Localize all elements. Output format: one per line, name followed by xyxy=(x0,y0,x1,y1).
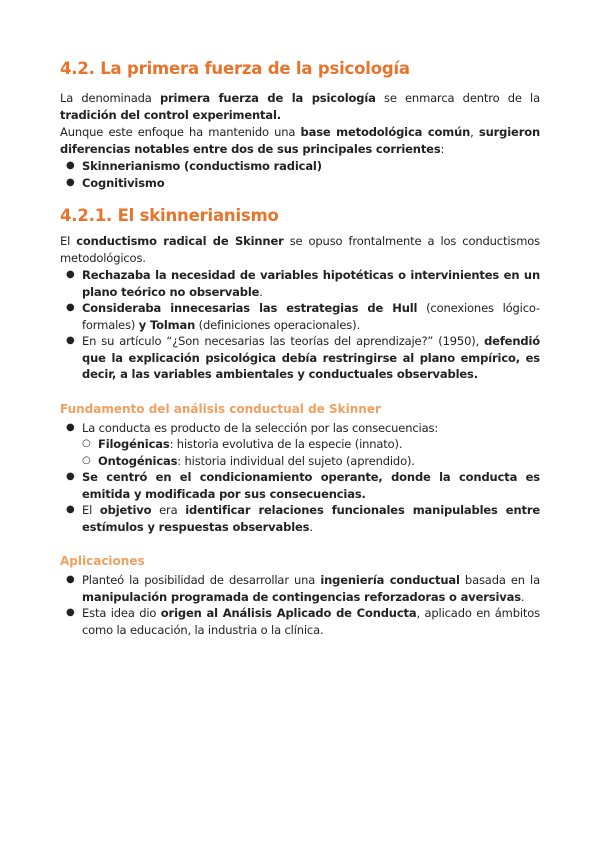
bold-text: Ontogénicas xyxy=(98,453,178,468)
bold-text: Se centró en el condicionamiento operante, donde la conducta es emitida y modificada por sus consecuencias. xyxy=(82,470,540,501)
text: (definiciones operacionales). xyxy=(195,317,360,332)
text: En su artículo “¿Son necesarias las teorías del aprendizaje?” (1950), xyxy=(82,334,485,348)
list-item xyxy=(60,420,540,437)
paragraph-corrientes xyxy=(60,124,540,158)
bold-text: defendió que la explicación psicológica debía restringirse al plano empírico, es decir, a las variables ambientales y conductuales observables. xyxy=(82,334,540,381)
bold-text: y Tolman xyxy=(138,317,196,332)
bullet-icon: ● xyxy=(66,574,75,585)
bullet-icon: ● xyxy=(66,607,75,618)
bullet-icon: ● xyxy=(66,302,75,313)
text: . xyxy=(520,589,525,604)
bold-text: tradición del control experimental. xyxy=(60,108,281,122)
fundamento-sublist xyxy=(60,436,540,469)
text: La denominada xyxy=(60,91,160,105)
skinner-list xyxy=(60,267,540,383)
fundamento-list xyxy=(60,420,540,437)
list-item xyxy=(60,469,540,502)
text: . xyxy=(259,284,263,299)
section-title-4-2: 4.2. La primera fuerza de la psicología xyxy=(60,59,410,78)
text: : xyxy=(440,142,445,156)
list-item xyxy=(60,175,540,192)
list-item xyxy=(60,605,540,638)
hollow-bullet-icon: ○ xyxy=(82,438,91,449)
text: se enmarca dentro de la xyxy=(375,91,540,105)
bullet-icon: ● xyxy=(66,471,75,482)
aplicaciones-list xyxy=(60,572,540,638)
text: El xyxy=(82,503,100,517)
bold-text: Consideraba innecesarias las estrategias de Hull xyxy=(82,301,418,315)
bullet-icon: ● xyxy=(66,176,75,188)
bullet-icon: ● xyxy=(66,335,75,346)
fundamento-list-continued xyxy=(60,469,540,535)
bold-text: Filogénicas xyxy=(98,437,170,451)
bold-text: conductismo radical de Skinner xyxy=(76,234,284,248)
text: era xyxy=(151,503,186,517)
bullet-icon: ● xyxy=(66,160,75,171)
text: El xyxy=(60,234,77,248)
bold-text: origen al Análisis Aplicado de Conducta xyxy=(160,606,417,620)
text: Esta idea dio xyxy=(82,606,161,620)
list-item xyxy=(60,267,540,300)
list-item xyxy=(60,333,540,383)
bold-text: Rechazaba la necesidad de variables hipotéticas o intervinientes en un plano teórico no observable xyxy=(82,268,540,299)
sublist-item xyxy=(60,453,540,470)
subheading-fundamento: Fundamento del análisis conductual de Skinner xyxy=(60,401,381,416)
text: Planteó la posibilidad de desarrollar una xyxy=(82,573,321,587)
bold-text: objetivo xyxy=(99,503,152,517)
bold-text: manipulación programada de contingencias reforzadoras o aversivas xyxy=(82,589,521,604)
bold-text: ingeniería conductual xyxy=(320,573,460,587)
bold-text: identificar relaciones funcionales manipulables entre estímulos y respuestas observables xyxy=(82,503,540,534)
bold-text: primera fuerza de la psicología xyxy=(159,91,376,105)
text: : historia evolutiva de la especie (innato). xyxy=(169,437,403,451)
paragraph-intro-skinner xyxy=(60,233,540,267)
bullet-icon: ● xyxy=(66,269,75,280)
text: . xyxy=(309,519,313,534)
hollow-bullet-icon: ○ xyxy=(82,454,91,466)
bullet-icon: ● xyxy=(66,421,75,433)
list-item xyxy=(60,572,540,605)
bold-text: Skinnerianismo (conductismo radical) xyxy=(82,159,322,173)
bold-text: Cognitivismo xyxy=(82,175,165,190)
text: Aunque este enfoque ha mantenido una xyxy=(60,125,301,139)
bold-text: surgieron diferencias notables entre dos de sus principales corrientes xyxy=(60,125,541,156)
bullet-icon: ● xyxy=(66,504,75,515)
text: , xyxy=(470,125,479,139)
text: La conducta es producto de la selección por las consecuencias: xyxy=(82,420,439,435)
text: basada en la xyxy=(459,573,540,587)
paragraph-primera-fuerza xyxy=(60,90,540,124)
list-item xyxy=(60,502,540,535)
sublist-item xyxy=(60,436,540,453)
section-title-4-2-1: 4.2.1. El skinnerianismo xyxy=(60,206,279,225)
list-item xyxy=(60,158,540,175)
text: (conexiones lógico-formales) xyxy=(82,301,540,332)
bold-text: base metodológica común xyxy=(300,125,471,139)
corrientes-list xyxy=(60,158,540,191)
text: se opuso frontalmente a los conductismos metodológicos. xyxy=(60,234,540,265)
text: : historia individual del sujeto (aprendido). xyxy=(177,453,415,468)
text: , aplicado en ámbitos como la educación, la industria o la clínica. xyxy=(82,606,541,637)
list-item xyxy=(60,300,540,333)
subheading-aplicaciones: Aplicaciones xyxy=(60,554,145,568)
